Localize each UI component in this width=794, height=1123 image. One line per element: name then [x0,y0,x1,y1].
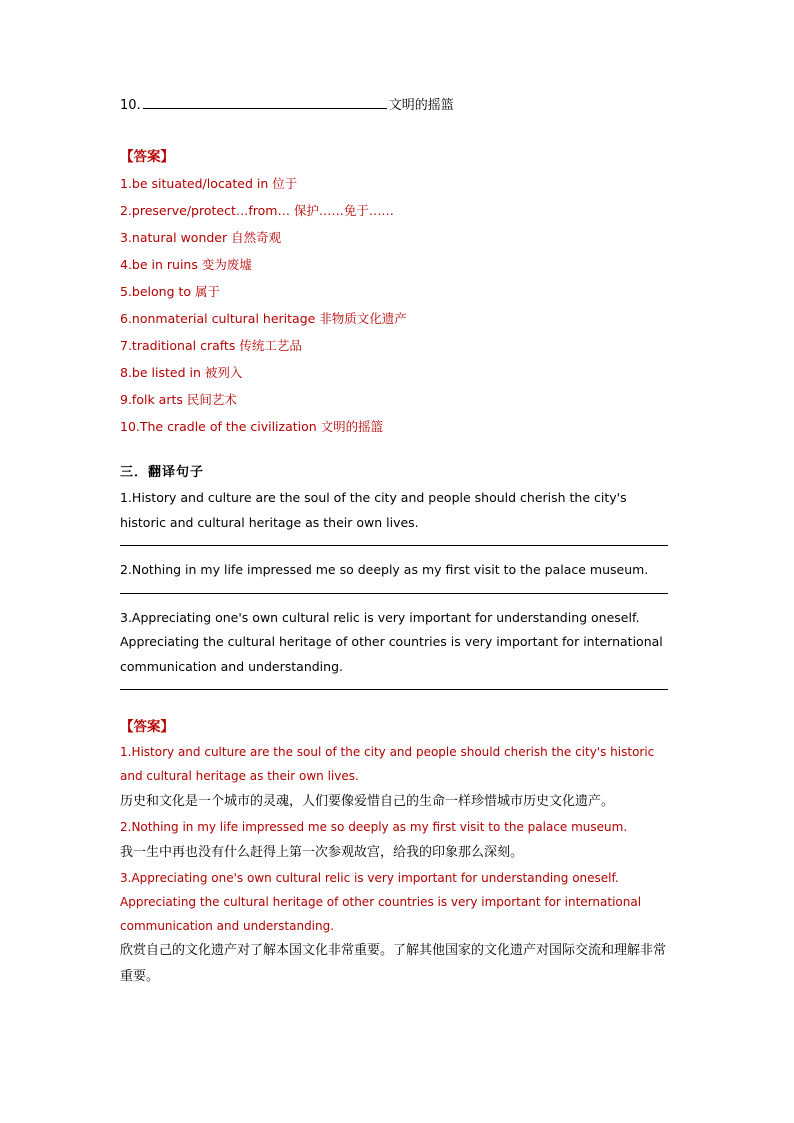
vocab-answer-list [120,170,680,440]
answer-heading: 【答案】 [120,719,174,735]
section-title: 三．翻译句子 [120,465,205,480]
vocab-answer: 6.nonmaterial cultural heritage 非物质文化遗产 [120,311,407,326]
worksheet-page [120,94,680,990]
vocab-answer: 1.be situated/located in 位于 [120,176,298,191]
vocab-answer: 5.belong to 属于 [120,284,221,299]
question-number: 10. [120,98,141,113]
answer-blank [143,94,387,109]
answer-line [120,593,668,594]
question-tail: 文明的摇篮 [388,98,454,113]
vocab-answer: 2.preserve/protect…from… 保护……免于…… [120,203,394,218]
vocab-answer: 7.traditional crafts 传统工艺品 [120,338,302,353]
answer-heading: 【答案】 [120,149,174,165]
translation-answer-en: 3.Appreciating one's own cultural relic is very important for understanding oneself. Appreciating the cultural heritage of other countries is very important for international communication and understanding. [120,871,642,933]
sentence-1: 1.History and culture are the soul of the city and people should cherish the city's historic and cultural heritage as their own lives. [120,490,627,530]
translation-answer-zh: 我一生中再也没有什么赶得上第一次参观故宫，给我的印象那么深刻。 [120,845,524,860]
answer-line [120,545,668,546]
answer-line [120,689,668,690]
translation-answer-zh: 历史和文化是一个城市的灵魂，人们要像爱惜自己的生命一样珍惜城市历史文化遗产。 [120,794,615,809]
vocab-answer: 4.be in ruins 变为废墟 [120,257,252,272]
translation-answer-list [120,740,680,990]
question-10 [120,94,680,118]
sentence-2: 2.Nothing in my life impressed me so deeply as my first visit to the palace museum. [120,562,649,577]
translation-answer-en: 2.Nothing in my life impressed me so deeply as my first visit to the palace museum. [120,820,628,834]
vocab-answer: 3.natural wonder 自然奇观 [120,230,282,245]
vocab-answer: 10.The cradle of the civilization 文明的摇篮 [120,419,384,434]
vocab-answer: 8.be listed in 被列入 [120,365,243,380]
translation-answer-zh: 欣赏自己的文化遗产对了解本国文化非常重要。了解其他国家的文化遗产对国际交流和理解非常重要。 [120,943,667,984]
translation-answer-en: 1.History and culture are the soul of the city and people should cherish the city's historic and cultural heritage as their own lives. [120,745,655,783]
vocab-answer: 9.folk arts 民间艺术 [120,392,237,407]
sentence-3: 3.Appreciating one's own cultural relic is very important for understanding oneself. Appreciating the cultural heritage of other countries is very important for international communication and understanding. [120,609,663,674]
sentence-list [120,486,680,690]
